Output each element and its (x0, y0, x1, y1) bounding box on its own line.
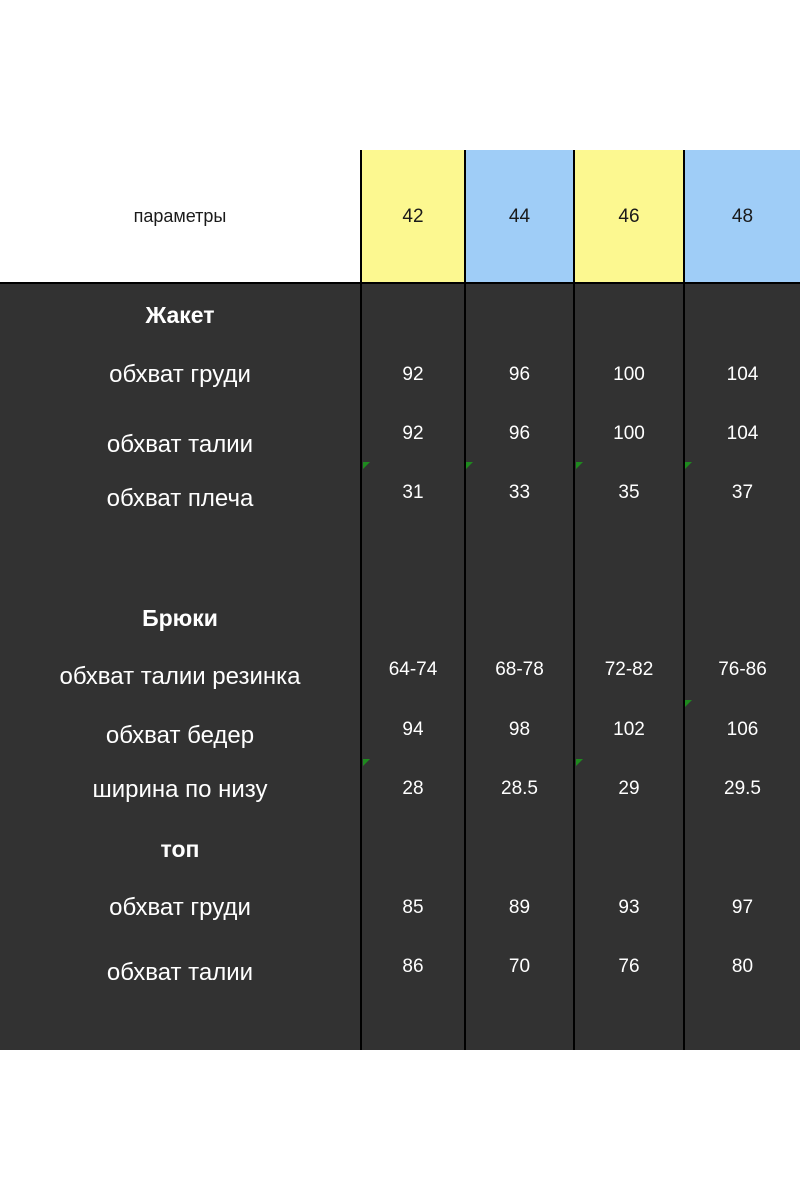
table-cell: 98 (508, 719, 531, 740)
comment-marker (685, 700, 692, 707)
table-cell: 76 (618, 956, 640, 977)
table-cell: 72-82 (604, 659, 654, 680)
table-cell: 33 (508, 482, 531, 503)
comment-marker (685, 462, 692, 469)
table-cell: 64-74 (388, 659, 438, 680)
row-label: обхват плеча (106, 485, 254, 512)
table-cell: 28.5 (501, 778, 538, 799)
table-cell: 102 (613, 719, 645, 740)
header-divider (0, 282, 800, 284)
table-cell: 68-78 (495, 659, 544, 680)
row-label: обхват талии (106, 959, 254, 986)
table-cell: 35 (618, 482, 640, 503)
table-cell: 76-86 (718, 659, 767, 680)
size-48-header: 48 (685, 150, 800, 283)
size-44-header: 44 (466, 150, 573, 283)
comment-marker (576, 759, 583, 766)
section-title-jacket: Жакет (145, 302, 215, 328)
row-label: обхват талии резинка (59, 663, 301, 690)
row-label: обхват груди (109, 894, 251, 921)
row-label: ширина по низу (92, 776, 268, 803)
section-title-trousers: Брюки (142, 605, 218, 631)
comment-marker (576, 462, 583, 469)
table-cell: 94 (402, 719, 424, 740)
table-cell: 37 (731, 482, 754, 503)
size-42-header: 42 (362, 150, 464, 283)
table-cell: 86 (402, 956, 424, 977)
table-cell: 97 (731, 897, 754, 918)
table-cell: 104 (726, 423, 759, 444)
section-title-top: топ (160, 836, 200, 862)
table-cell: 29.5 (724, 778, 761, 799)
comment-marker (363, 462, 370, 469)
table-cell: 29 (618, 778, 640, 799)
table-cell: 28 (402, 778, 424, 799)
row-label: обхват бедер (105, 722, 255, 749)
table-cell: 89 (508, 897, 531, 918)
table-cell: 100 (613, 364, 645, 385)
table-cell: 31 (402, 482, 424, 503)
table-cell: 96 (508, 423, 531, 444)
row-label: обхват талии (106, 431, 254, 458)
table-cell: 85 (402, 897, 424, 918)
size-46-header: 46 (575, 150, 683, 283)
parameters-header: параметры (0, 150, 360, 283)
table-cell: 96 (508, 364, 531, 385)
table-cell: 93 (618, 897, 640, 918)
table-cell: 70 (508, 956, 531, 977)
row-label: обхват груди (109, 361, 251, 388)
comment-marker (466, 462, 473, 469)
comment-marker (363, 759, 370, 766)
table-cell: 106 (726, 719, 759, 740)
table-cell: 104 (726, 364, 759, 385)
table-cell: 92 (402, 364, 424, 385)
table-cell: 80 (731, 956, 754, 977)
table-cell: 100 (613, 423, 645, 444)
table-cell: 92 (402, 423, 424, 444)
